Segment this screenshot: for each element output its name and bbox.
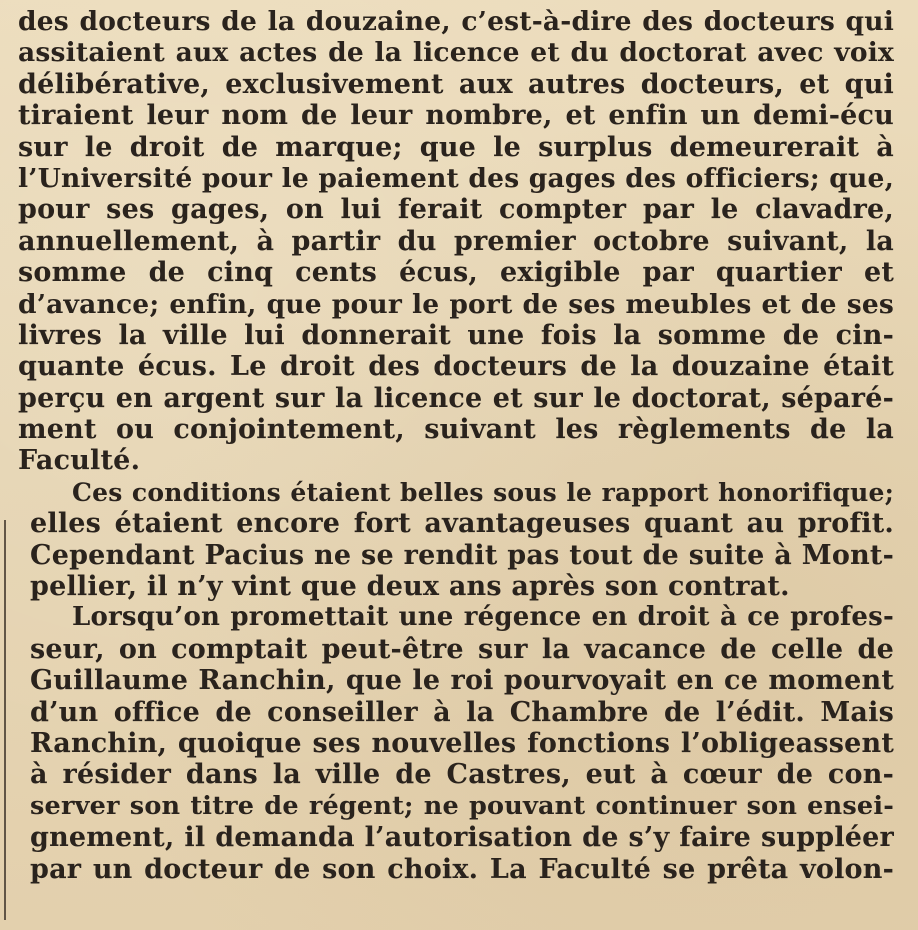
text-line: sur le droit de marque; que le surplus demeurerait à [18, 131, 894, 163]
text-line: ment ou conjointement, suivant les règlements de la [18, 414, 894, 446]
text-line: somme de cinq cents écus, exigible par quartier et [18, 257, 894, 289]
body-text [18, 6, 894, 885]
text-line: livres la ville lui donnerait une fois la somme de cin- [18, 319, 894, 351]
text-line: Faculté. [18, 445, 141, 477]
column-rule [4, 520, 6, 920]
text-line: l’Université pour le paiement des gages des officiers; que, [18, 162, 894, 194]
text-line: des docteurs de la douzaine, c’est-à-dire des docteurs qui [18, 6, 894, 37]
text-line: Cependant Pacius ne se rendit pas tout de suite à Mont- [30, 539, 894, 571]
paragraph-1 [18, 6, 894, 477]
text-line: d’avance; enfin, que pour le port de ses meubles et de ses [18, 288, 894, 320]
paragraph-3 [18, 602, 894, 885]
text-line: annuellement, à partir du premier octobre suivant, la [18, 225, 894, 257]
text-line: seur, on comptait peut-être sur la vacance de celle de [30, 633, 894, 665]
text-line: d’un office de conseiller à la Chambre de l’édit. Mais [30, 696, 894, 728]
text-line: pour ses gages, on lui ferait compter par le clavadre, [18, 194, 894, 226]
text-line: quante écus. Le droit des docteurs de la douzaine était [18, 351, 894, 383]
text-line: elles étaient encore fort avantageuses quant au profit. [30, 508, 894, 540]
paragraph-2 [18, 477, 894, 603]
text-line: par un docteur de son choix. La Faculté se prêta volon- [30, 853, 894, 885]
text-line: Ces conditions étaient belles sous le rapport honorifique; [72, 477, 894, 507]
text-line: à résider dans la ville de Castres, eut à cœur de con- [30, 759, 894, 791]
text-line: Lorsqu’on promettait une régence en droit à ce profes- [72, 602, 894, 633]
text-line: pellier, il n’y vint que deux ans après son contrat. [30, 571, 790, 603]
text-line: Guillaume Ranchin, que le roi pourvoyait en ce moment [30, 665, 894, 697]
text-line: gnement, il demanda l’autorisation de s’y faire suppléer [30, 822, 894, 854]
text-line: assitaient aux actes de la licence et du doctorat avec voix [18, 37, 894, 69]
text-line: délibérative, exclusivement aux autres docteurs, et qui [18, 68, 894, 100]
text-line: Ranchin, quoique ses nouvelles fonctions l’obligeassent [30, 727, 894, 759]
text-line: server son titre de régent; ne pouvant continuer son ensei- [30, 790, 894, 821]
text-line: perçu en argent sur la licence et sur le doctorat, séparé- [18, 382, 894, 414]
text-line: tiraient leur nom de leur nombre, et enfin un demi-écu [18, 100, 894, 132]
